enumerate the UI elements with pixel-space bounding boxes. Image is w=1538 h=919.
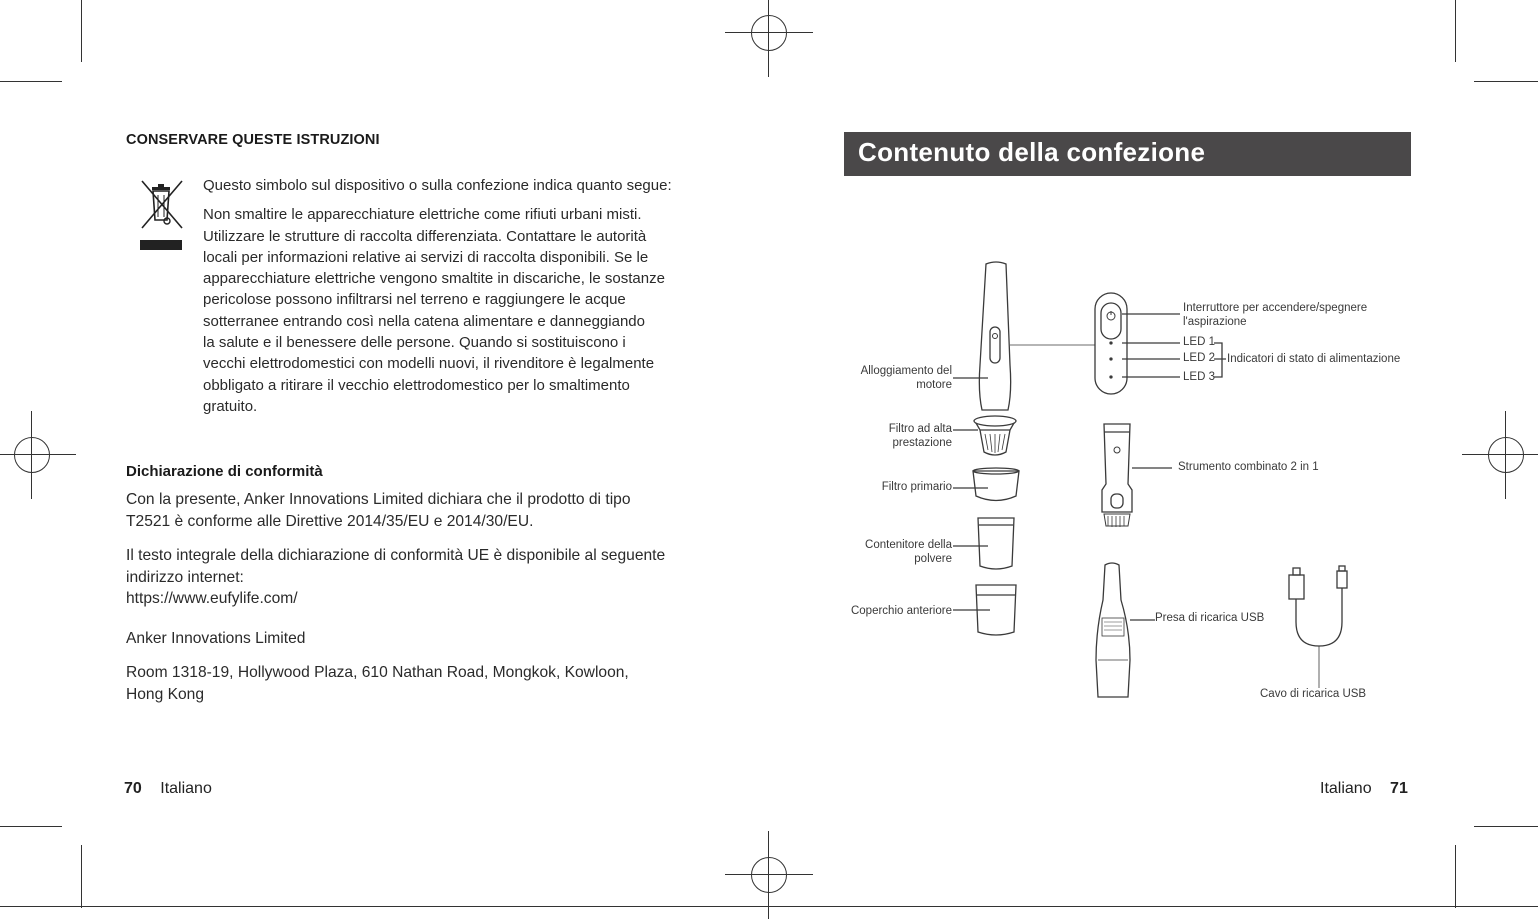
dust-container-drawing (978, 518, 1014, 569)
primary-filter-drawing (973, 471, 1019, 501)
label-line: Interruttore per accendere/spegnere (1183, 302, 1368, 314)
label-dust-container (822, 539, 952, 566)
page-number: 71 (1390, 780, 1408, 797)
website-url: https://www.eufylife.com/ (126, 590, 298, 607)
label-hepa-filter (822, 423, 952, 450)
text-line: indirizzo internet: (126, 568, 244, 586)
page-language: Italiano (1320, 780, 1372, 797)
text-line: obbligato a ritirare il vecchio elettrodomestico per lo smaltimento (203, 376, 630, 394)
label-line: l'aspirazione (1183, 315, 1247, 328)
text-line: pericolose possono infiltrarsi nel terreno e raggiungere le acque (203, 291, 626, 309)
conformity-heading: Dichiarazione di conformità (126, 463, 323, 480)
label-led3: LED 3 (1183, 371, 1215, 383)
label-front-cover: Coperchio anteriore (850, 605, 952, 617)
text-line: vecchi elettrodomestici con modelli nuovi, il rivenditore è legalmente (203, 355, 655, 373)
label-line: prestazione (892, 436, 952, 449)
label-line: polvere (914, 552, 952, 565)
text-line: Non smaltire le apparecchiature elettriche come rifiuti urbani misti. (203, 206, 642, 224)
usb-cable-drawing (1289, 575, 1304, 599)
label-line: Contenitore della (865, 539, 952, 551)
label-power-status: Indicatori di stato di alimentazione (1227, 353, 1401, 365)
text-line: Con la presente, Anker Innovations Limited dichiara che il prodotto di tipo (126, 491, 631, 508)
text-line: apparecchiature elettriche vengono smaltite in discariche, le sostanze (203, 270, 665, 288)
text-line: Room 1318-19, Hollywood Plaza, 610 Nathan Road, Mongkok, Kowloon, (126, 664, 629, 681)
power-button-drawing (990, 327, 1000, 363)
label-usb-cable: Cavo di ricarica USB (1260, 688, 1367, 700)
motor-housing-drawing (979, 262, 1010, 410)
footer-right (1320, 780, 1408, 798)
text-line: la salute e il benessere delle persone. Quando si sostituiscono i (203, 334, 626, 352)
label-led2: LED 2 (1183, 352, 1215, 364)
label-usb-port: Presa di ricarica USB (1155, 612, 1265, 624)
label-led1: LED 1 (1183, 336, 1215, 348)
label-combo-tool: Strumento combinato 2 in 1 (1178, 461, 1319, 473)
banner-title: Contenuto della confezione (858, 137, 1206, 167)
label-power-switch (1183, 302, 1413, 329)
text-line: gratuito. (203, 397, 258, 415)
text-line: T2521 è conforme alle Direttive 2014/35/EU e 2014/30/EU. (126, 512, 534, 530)
label-primary-filter: Filtro primario (881, 481, 952, 493)
page-number: 70 (124, 780, 142, 797)
combo-tool-drawing (1102, 424, 1132, 512)
text-line: Hong Kong (126, 685, 205, 703)
label-line: Alloggiamento del (860, 365, 952, 377)
text-line: sotterranee entrando così nella catena alimentare e danneggiando (203, 312, 645, 330)
hepa-filter-drawing (974, 416, 1016, 426)
page-language: Italiano (160, 780, 212, 797)
label-motor-housing (822, 365, 952, 392)
keep-instructions-heading: CONSERVARE QUESTE ISTRUZIONI (126, 132, 380, 148)
weee-intro: Questo simbolo sul dispositivo o sulla confezione indica quanto segue: (203, 177, 672, 194)
label-line: motore (916, 378, 952, 391)
text-line: Utilizzare le strutture di raccolta differenziata. Contattare le autorità (203, 227, 647, 245)
label-line: Filtro ad alta (888, 423, 952, 435)
text-line: locali per informazioni relative ai servizi di raccolta disponibili. Se le (203, 248, 649, 266)
text-line: Il testo integrale della dichiarazione di conformità UE è disponibile al seguente (126, 547, 666, 564)
company-name: Anker Innovations Limited (126, 630, 306, 647)
